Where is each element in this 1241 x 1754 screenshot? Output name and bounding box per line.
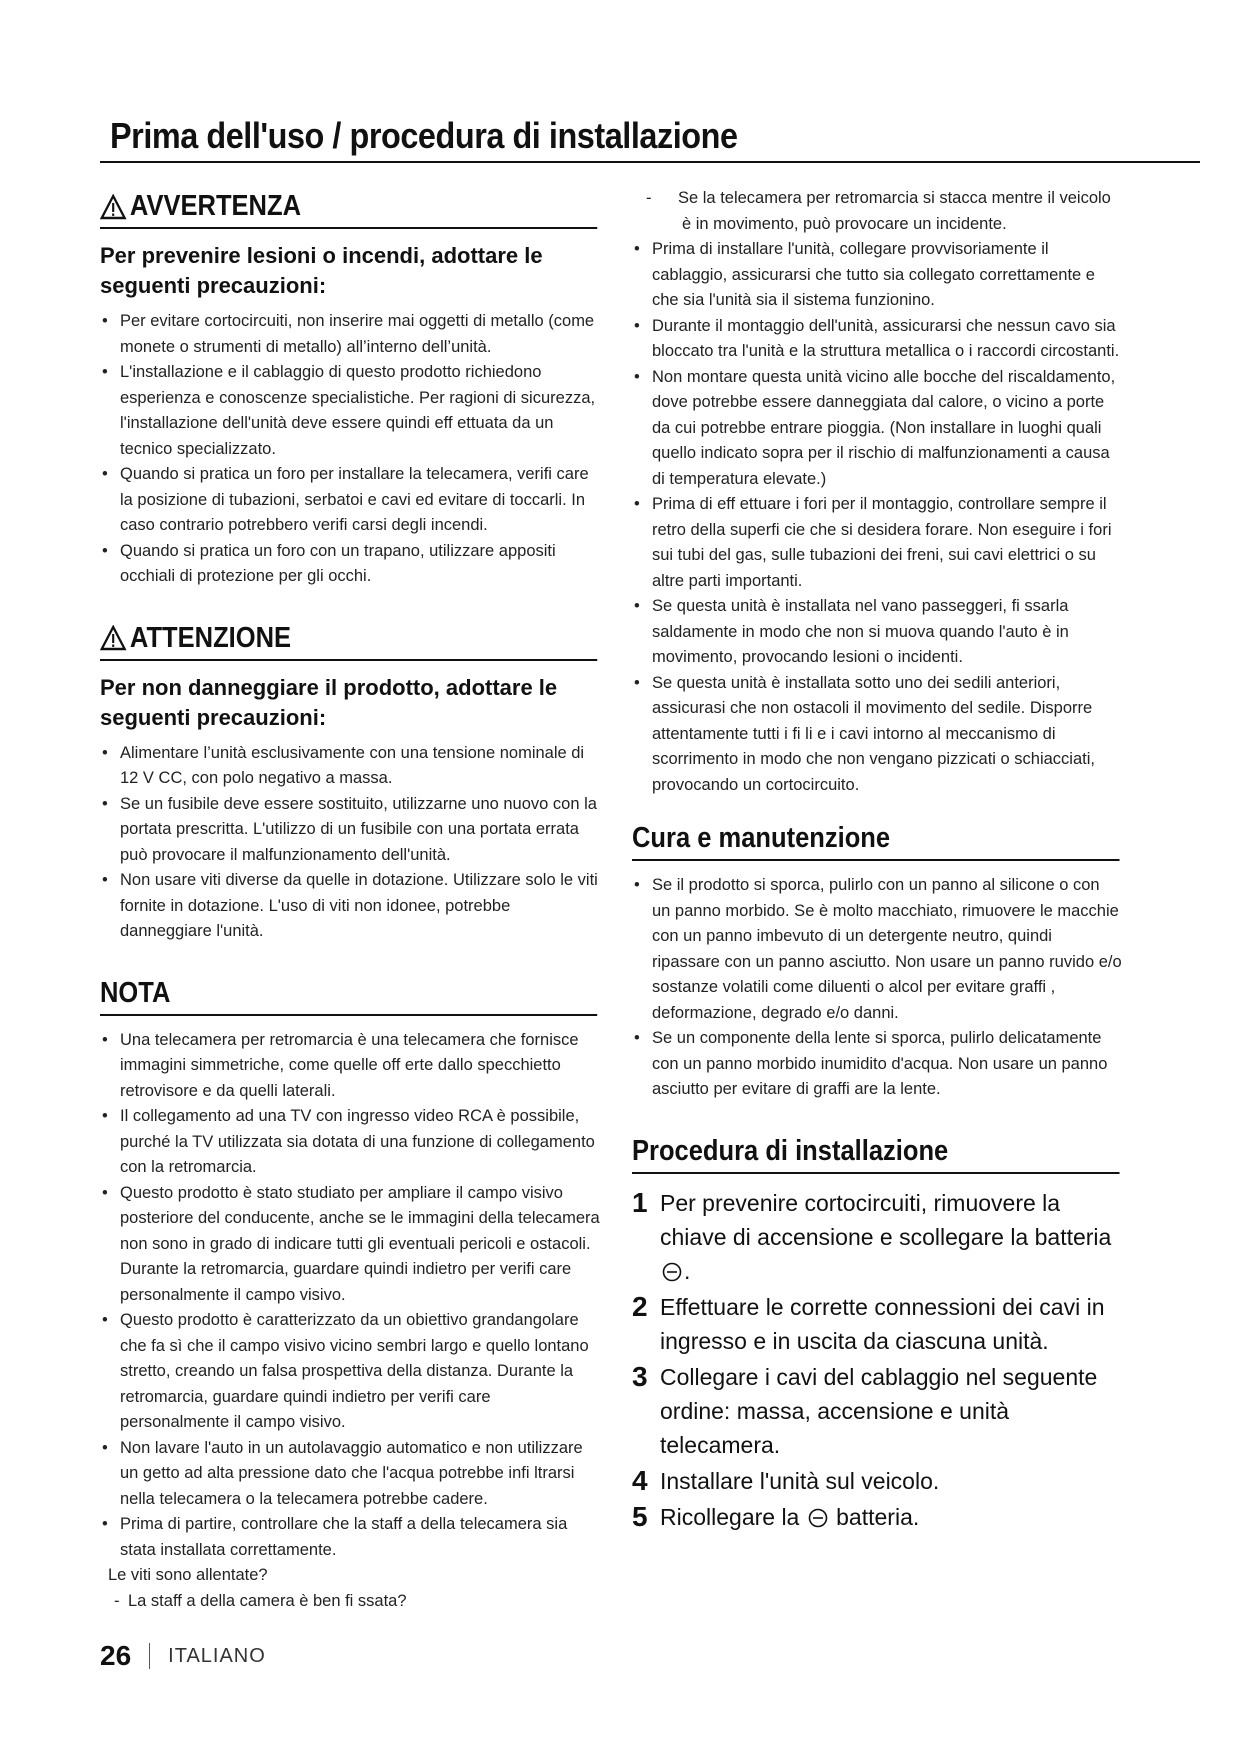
list-item: • Se un fusibile deve essere sostituito, utilizzarne uno nuovo con la portata prescritta. L'utilizzo di un fusibile con una portata errata può provocare il malfunzionamento dell'unità. <box>100 792 600 869</box>
list-item: • Non lavare l'auto in un autolavaggio automatico e non utilizzare un getto ad alta pressione dato che l'acqua potrebbe infi ltrarsi nella telecamera o la telecamera potrebbe cadere. <box>100 1436 600 1513</box>
list-item: • Se questa unità è installata nel vano passeggeri, fi ssarla saldamente in modo che non si muova quando l'auto è in movimento, provocando lesioni o incidenti. <box>632 594 1122 671</box>
list-item: • Questo prodotto è stato studiato per ampliare il campo visivo posteriore del conducente, anche se le immagini della telecamera non sono in grado di indicare tutti gli eventuali pericoli e ostacoli. Durante la retromarcia, guardare quindi indietro per verifi care personalmente il campo visivo. <box>100 1181 600 1309</box>
install-heading: Procedura di installazione <box>632 1135 1119 1174</box>
list-item: • Prima di partire, controllare che la staff a della telecamera sia stata installata correttamente. <box>100 1512 600 1563</box>
list-item: • Se un componente della lente si sporca, pulirlo delicatamente con un panno morbido inumidito d'acqua. Non usare un panno asciutto per evitare di graffi are la lente. <box>632 1026 1122 1103</box>
warning-triangle-icon <box>100 194 126 220</box>
page-title: Prima dell'uso / procedura di installazione <box>110 115 738 156</box>
list-item: • Per evitare cortocircuiti, non inserire mai oggetti di metallo (come monete o strumenti di metallo) all’interno dell’unità. <box>100 309 600 360</box>
note-extra-line: Le viti sono allentate? <box>108 1566 268 1584</box>
caution-subheading: Per non danneggiare il prodotto, adottare le seguenti precauzioni: <box>100 674 558 730</box>
install-step <box>632 1290 1122 1358</box>
care-list <box>632 873 1122 1103</box>
list-item: • Durante il montaggio dell'unità, assicurarsi che nessun cavo sia bloccato tra l'unità e la struttura metallica o i raccordi circostanti. <box>632 314 1122 365</box>
warning-subheading: Per prevenire lesioni o incendi, adottare le seguenti precauzioni: <box>100 243 543 298</box>
list-item: • Prima di installare l'unità, collegare provvisoriamente il cablaggio, assicurarsi che tutto sia collegato correttamente e che sia l'unità sia il sistema funzionino. <box>632 237 1122 314</box>
install-step <box>632 1360 1122 1462</box>
list-item: • Se il prodotto si sporca, pulirlo con un panno al silicone o con un panno morbido. Se è molto macchiato, rimuovere le macchie con un panno imbevuto di un detergente neutro, quindi ripassare con un panno asciutto. Non usare un panno ruvido e/o sostanze volatili come diluenti o alcol per evitare graffi , deformazione, degrado e/o danni. <box>632 873 1122 1026</box>
note-dash-text: La staff a della camera è ben fi ssata? <box>128 1591 407 1610</box>
left-column <box>100 190 600 1614</box>
step-text: Installare l'unità sul veicolo. <box>660 1467 940 1494</box>
list-item: • Alimentare l’unità esclusivamente con una tensione nominale di 12 V CC, con polo negativo a massa. <box>100 741 600 792</box>
install-step <box>632 1186 1122 1288</box>
list-item: • Quando si pratica un foro per installare la telecamera, verifi care la posizione di tubazioni, serbatoi e cavi ed evitare di toccarli. In caso contrario potrebbero verifi carsi degli incendi. <box>100 462 600 539</box>
step-number: 3 <box>632 1360 648 1392</box>
install-step <box>632 1464 1122 1498</box>
list-item: • L'installazione e il cablaggio di questo prodotto richiedono esperienza e conoscenze specialistiche. Per ragioni di sicurezza, l'installazione dell'unità deve essere quindi eff ettuata da un tecnico specializzato. <box>100 360 600 462</box>
note-list <box>100 1028 600 1564</box>
install-steps <box>632 1186 1122 1534</box>
page-footer <box>100 1640 266 1672</box>
list-item: • Una telecamera per retromarcia è una telecamera che fornisce immagini simmetriche, come quelle off erte dallo specchietto retrovisore e da quelli laterali. <box>100 1028 600 1105</box>
step-text: Per prevenire cortocircuiti, rimuovere la chiave di accensione e scollegare la batteria . <box>660 1189 1112 1284</box>
step-number: 1 <box>632 1186 648 1218</box>
warning-list <box>100 309 600 590</box>
right-column <box>632 186 1122 1536</box>
warning-heading <box>100 190 597 229</box>
minus-circle-icon <box>808 1508 828 1528</box>
warning-heading-text: AVVERTENZA <box>129 190 302 222</box>
list-item: • Se questa unità è installata sotto uno dei sedili anteriori, assicurasi che non ostacoli il movimento del sedile. Disporre attentamente tutti i fi li e i cavi intorno al meccanismo di scorrimento in modo che non vengano pizzicati o schiacciati, provocando un cortocircuito. <box>632 671 1122 799</box>
list-item: • Il collegamento ad una TV con ingresso video RCA è possibile, purché la TV utilizzata sia dotata di una funzione di collegamento con la retromarcia. <box>100 1104 600 1181</box>
caution-list <box>100 741 600 945</box>
right-list <box>632 237 1122 798</box>
note-dash-line: - La staff a della camera è ben fi ssata? <box>114 1591 407 1610</box>
list-item: • Prima di eff ettuare i fori per il montaggio, controllare sempre il retro della superfi cie che si desidera forare. Non eseguire i fori sui tubi del gas, sulle tubazioni dei freni, sui cavi elettrici o su altre parti importanti. <box>632 492 1122 594</box>
step-text: Ricollegare la batteria. <box>660 1503 920 1530</box>
footer-language: ITALIANO <box>168 1644 266 1667</box>
list-item: • Quando si pratica un foro con un trapano, utilizzare appositi occhiali di protezione per gli occhi. <box>100 539 600 590</box>
list-item: • Non montare questa unità vicino alle bocche del riscaldamento, dove potrebbe essere danneggiata dal calore, o vicino a porte da cui potrebbe entrare pioggia. (Non installare in luoghi quali quello indicato sopra per il rischio di malfunzionamenti a causa di temperatura elevate.) <box>632 365 1122 493</box>
step-number: 5 <box>632 1500 648 1532</box>
title-rule <box>100 161 1200 163</box>
continued-dash-text: Se la telecamera per retromarcia si stacca mentre il veicolo è in movimento, può provocare un incidente. <box>678 189 1111 233</box>
warning-triangle-icon <box>100 625 126 651</box>
step-text: Collegare i cavi del cablaggio nel seguente ordine: massa, accensione e unità telecamera. <box>660 1363 1098 1458</box>
caution-heading <box>100 622 597 661</box>
minus-circle-icon <box>662 1262 682 1282</box>
step-number: 2 <box>632 1290 648 1322</box>
care-heading: Cura e manutenzione <box>632 822 1119 861</box>
caution-heading-text: ATTENZIONE <box>129 621 292 654</box>
list-item: • Questo prodotto è caratterizzato da un obiettivo grandangolare che fa sì che il campo visivo vicino sembri largo e quello lontano stretto, creando un falsa prospettiva della distanza. Durante la retromarcia, guardare quindi indietro per verifi care personalmente il campo visivo. <box>100 1308 600 1436</box>
list-item: • Non usare viti diverse da quelle in dotazione. Utilizzare solo le viti fornite in dotazione. L'uso di viti non idonee, potrebbe danneggiare l'unità. <box>100 868 600 945</box>
page-number: 26 <box>100 1640 132 1671</box>
step-number: 4 <box>632 1464 648 1496</box>
step-text: Effettuare le corrette connessioni dei cavi in ingresso e in uscita da ciascuna unità. <box>660 1293 1105 1354</box>
footer-divider <box>149 1643 150 1669</box>
continued-dash-line: - Se la telecamera per retromarcia si stacca mentre il veicolo è in movimento, può provocare un incidente. <box>646 189 1111 233</box>
install-step <box>632 1500 1122 1534</box>
note-heading: NOTA <box>100 977 597 1016</box>
